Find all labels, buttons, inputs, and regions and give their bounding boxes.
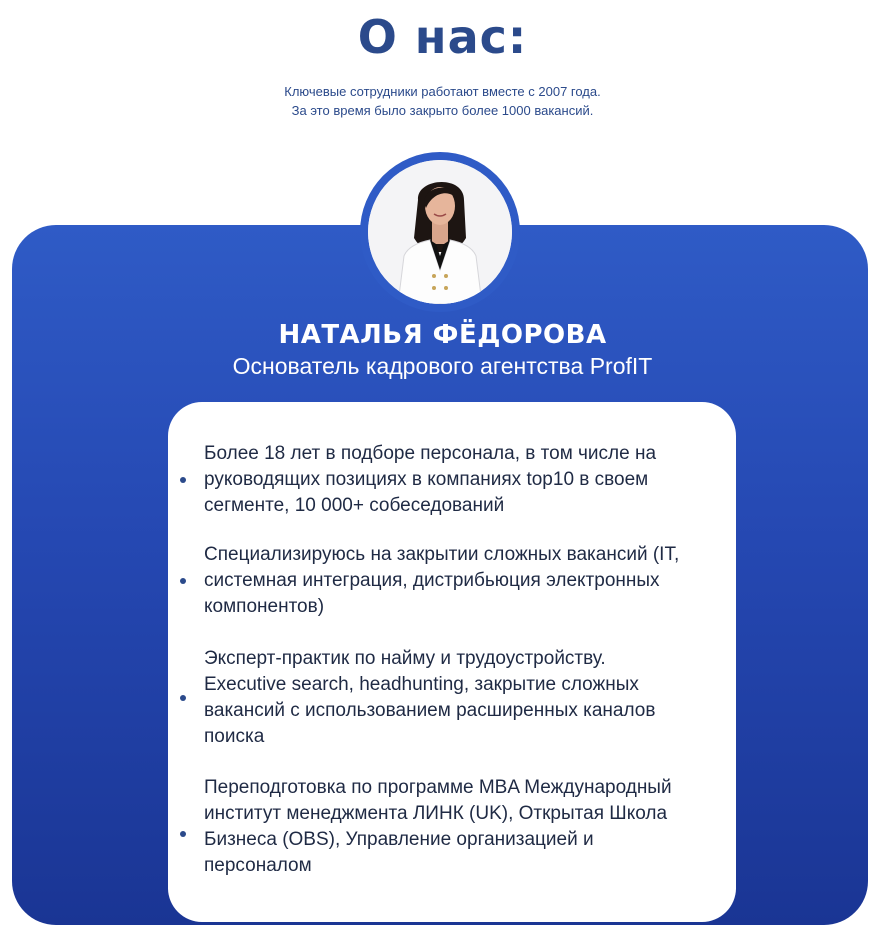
item-line: Переподготовка по программе MBA Международный [204, 777, 672, 798]
item-line: поиска [204, 726, 265, 747]
item-line: персоналом [204, 855, 312, 876]
item-line: институт менеджмента ЛИНК (UK), Открытая Школа [204, 803, 668, 824]
page-subtitle [0, 82, 885, 120]
achievements-card [168, 402, 736, 922]
item-line: Специализируюсь на закрытии сложных вакансий (IT, [204, 544, 680, 565]
item-line: системная интеграция, дистрибьюция электронных [204, 570, 660, 591]
bullet-icon [180, 831, 186, 837]
item-line: сегменте, 10 000+ собеседований [204, 495, 505, 516]
subtitle-line: Ключевые сотрудники работают вместе с 2007 года. [284, 84, 601, 99]
item-line: вакансий с использованием расширенных каналов [204, 700, 656, 721]
page-title: О нас: [357, 10, 528, 64]
bullet-icon [180, 695, 186, 701]
profile-role: Основатель кадрового агентства ProfIT [232, 353, 653, 379]
person-photo-icon [368, 160, 512, 304]
item-line: Более 18 лет в подборе персонала, в том числе на [204, 443, 657, 464]
subtitle-line: За это время было закрыто более 1000 вакансий. [291, 103, 594, 118]
avatar [360, 152, 520, 312]
bullet-icon [180, 477, 186, 483]
item-line: Эксперт-практик по найму и трудоустройству. [204, 648, 606, 669]
profile-name: НАТАЛЬЯ ФЁДОРОВА [278, 320, 607, 350]
bullet-icon [180, 578, 186, 584]
item-line: руководящих позициях в компаниях top10 в своем [204, 469, 649, 490]
item-line: Executive search, headhunting, закрытие сложных [204, 674, 639, 695]
item-line: Бизнеса (OBS), Управление организацией и [204, 829, 594, 850]
item-line: компонентов) [204, 596, 325, 617]
